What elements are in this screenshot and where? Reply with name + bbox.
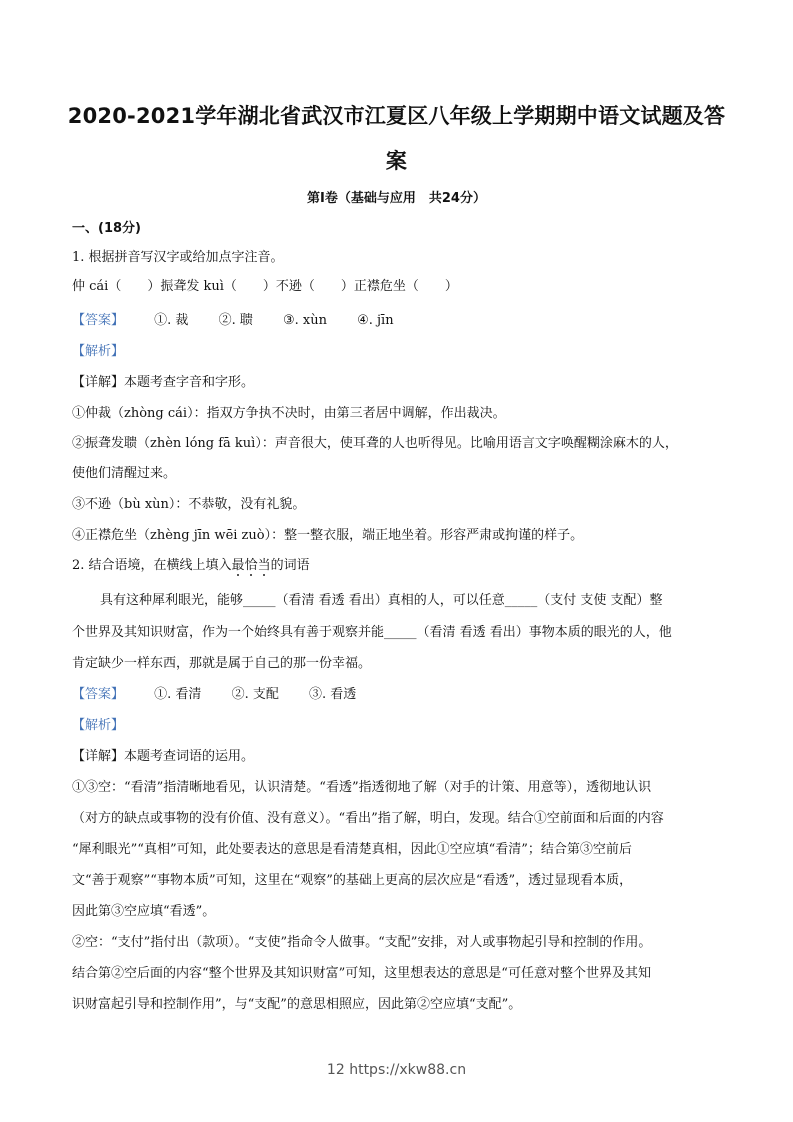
q2-answer-1: ①. 看清 <box>154 687 202 702</box>
q2-explanation-7: 结合第②空后面的内容“整个世界及其知识财富”可知，这里想表达的意思是“可任意对整个世界及其知 <box>72 966 651 981</box>
q2-prompt-prefix: 2. 结合语境，在横线上填入 <box>72 558 232 573</box>
q2-prompt-suffix: 的词语 <box>270 558 310 573</box>
q2-explanation-3: “犀利眼光”“真相”可知，此处要表达的意思是看清楚真相，因此①空应填“看清”；结合第③空前后 <box>72 842 632 857</box>
q2-answer-row <box>72 686 732 704</box>
footer-url-link[interactable]: https://xkw88.cn <box>349 1062 467 1078</box>
q1-answer-3: ③. xùn <box>282 313 327 328</box>
document-title-line1: 2020-2021学年湖北省武汉市江夏区八年级上学期期中语文试题及答 <box>67 104 726 128</box>
emphasis-dot-char: 最 <box>231 558 245 573</box>
q1-explanation-4: ④正襟危坐（zhèng jīn wēi zuò）：整一整衣服，端正地坐着。形容严肃或拘谨的样子。 <box>72 528 584 543</box>
q1-prompt: 1. 根据拼音写汉字或给加点字注音。 <box>72 250 284 265</box>
answer-label: 【答案】 <box>72 687 125 702</box>
emphasis-dot-char: 当 <box>257 558 271 573</box>
q2-passage-line-3: 肯定缺少一样东西，那就是属于自己的那一份幸福。 <box>72 656 372 671</box>
q2-answer-2: ②. 支配 <box>231 687 279 702</box>
page-number: 12 <box>326 1062 345 1078</box>
document-title-line2: 案 <box>385 149 408 173</box>
q1-explanation-2: ②振聋发聩（zhèn lóng fā kuì）：声音很大，使耳聋的人也听得见。比喻用语言文字唤醒糊涂麻木的人， <box>72 436 678 451</box>
q2-explanation-1: ①③空：“看清”指清晰地看见，认识清楚。“看透”指透彻地了解（对手的计策、用意等），透彻地认识 <box>72 780 652 795</box>
q2-passage-line-1: 具有这种犀利眼光，能够_____（看清 看透 看出）真相的人，可以任意_____（支付 支使 支配）整 <box>100 593 663 608</box>
q2-prompt <box>72 557 732 575</box>
q2-detail: 【详解】本题考查词语的运用。 <box>72 749 255 764</box>
q2-explanation-6: ②空：“支付”指付出（款项）。“支使”指命令人做事。“支配”安排，对人或事物起引导和控制的作用。 <box>72 935 652 950</box>
q1-answer-1: ①. 裁 <box>154 313 189 328</box>
emphasis-dot-char: 恰 <box>244 558 258 573</box>
q1-items: 仲 cái（ ）振聋发 kuì（ ）不逊（ ）正襟危坐（ ） <box>72 279 458 294</box>
q1-analysis-label: 【解析】 <box>72 344 125 359</box>
q2-explanation-8: 识财富起引导和控制作用”，与“支配”的意思相照应，因此第②空应填“支配”。 <box>72 997 522 1012</box>
answer-label: 【答案】 <box>72 313 125 328</box>
q1-explanation-1: ①仲裁（zhòng cái）：指双方争执不决时，由第三者居中调解，作出裁决。 <box>72 406 506 421</box>
section-heading: 一、(18分) <box>72 221 141 236</box>
q1-answer-row <box>72 312 732 330</box>
q1-explanation-3: ③不逊（bù xùn）：不恭敬，没有礼貌。 <box>72 497 306 512</box>
part-heading: 第Ⅰ卷（基础与应用 共24分） <box>307 191 486 206</box>
q2-explanation-4: 文“善于观察”“事物本质”可知，这里在“观察”的基础上更高的层次应是“看透”，透过显现看本质， <box>72 873 633 888</box>
q2-passage-line-2: 个世界及其知识财富，作为一个始终具有善于观察并能_____（看清 看透 看出）事物本质的眼光的人，他 <box>72 625 672 640</box>
q2-explanation-2: （对方的缺点或事物的没有价值、没有意义）。“看出”指了解，明白，发现。结合①空前面和后面的内容 <box>72 811 664 826</box>
q1-explanation-2-cont: 使他们清醒过来。 <box>72 466 177 481</box>
q2-answer-3: ③. 看透 <box>308 687 357 702</box>
q1-detail: 【详解】本题考查字音和字形。 <box>72 375 255 390</box>
q2-explanation-5: 因此第③空应填“看透”。 <box>72 904 216 919</box>
q1-answer-4: ④. jīn <box>357 313 394 328</box>
q1-answer-2: ②. 聩 <box>218 313 253 328</box>
page-footer <box>0 1062 793 1078</box>
q2-analysis-label: 【解析】 <box>72 718 125 733</box>
